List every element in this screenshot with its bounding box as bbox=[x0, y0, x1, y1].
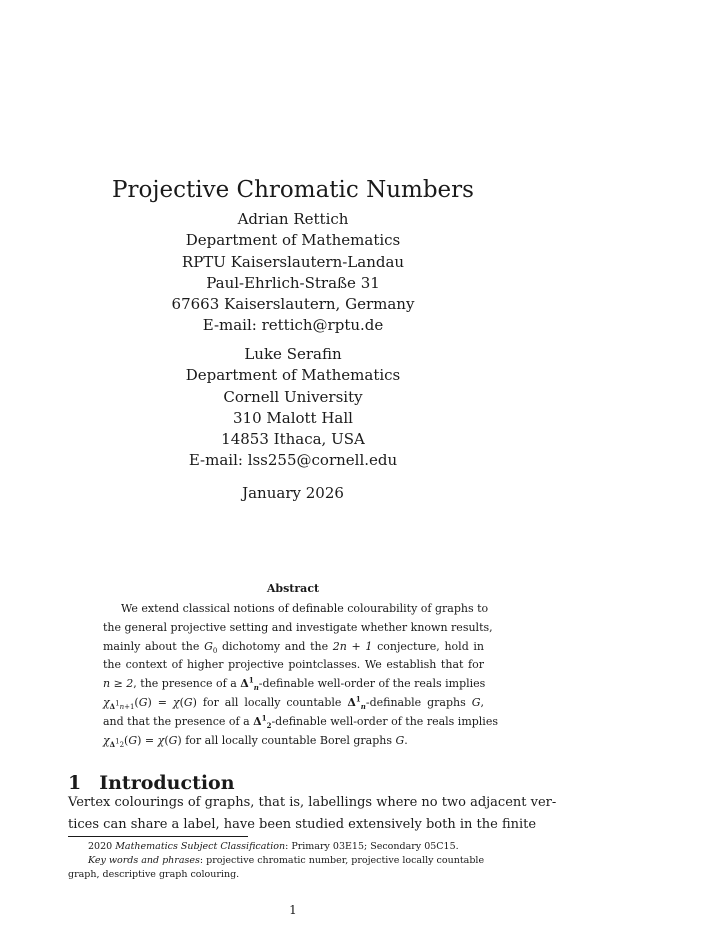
author-institution: Cornell University bbox=[223, 387, 363, 406]
abstract-line: the context of higher projective pointclasses. We establish that for bbox=[103, 658, 484, 672]
author-email: E-mail: lss255@cornell.edu bbox=[188, 451, 398, 470]
author-city: 67663 Kaiserslautern, Germany bbox=[171, 295, 415, 314]
footnotes bbox=[68, 840, 518, 882]
math-chi-equality-2: $\chi_{\Delta^12}(G) = \chi(G)$ bbox=[103, 733, 182, 749]
author-street: Paul-Ehrlich-Straße 31 bbox=[206, 273, 380, 292]
math-delta-1-n: $\Delta^1_n$ bbox=[347, 694, 366, 712]
math-chi-equality: $\chi_{\Delta^1n+1}(G) = \chi(G)$ bbox=[103, 695, 197, 712]
author-name: Adrian Rettich bbox=[237, 210, 349, 228]
author-city: 14853 Ithaca, USA bbox=[221, 430, 365, 449]
math-n-geq-2: n ≥ 2 bbox=[103, 677, 134, 691]
intro-paragraph bbox=[68, 792, 557, 836]
author-block-2 bbox=[68, 344, 518, 472]
paper-title: Projective Chromatic Numbers bbox=[112, 177, 474, 204]
math-2n1: 2n + 1 bbox=[332, 639, 373, 653]
paper-date: January 2026 bbox=[242, 484, 344, 502]
footnote-rule bbox=[68, 836, 248, 837]
abstract-line: n ≥ 2, the presence of a $\Delta^1_n$-definable well-order of the reals implies bbox=[103, 675, 486, 693]
body-line: tices can share a label, have been studied extensively both in the finite bbox=[68, 817, 537, 832]
footnote-keywords-cont: graph, descriptive graph colouring. bbox=[68, 869, 240, 880]
page-number: 1 bbox=[289, 903, 297, 917]
abstract-heading: Abstract bbox=[266, 582, 320, 595]
abstract-line: $\chi_{\Delta^12}(G) = \chi(G)$ for all locally countable Borel graphs G. bbox=[103, 733, 408, 749]
author-institution: RPTU Kaiserslautern-Landau bbox=[181, 252, 405, 271]
abstract-line: We extend classical notions of definable colourability of graphs to bbox=[121, 602, 489, 615]
math-delta-1-n: $\Delta^1_n$ bbox=[240, 675, 259, 693]
author-block-1 bbox=[68, 209, 518, 337]
author-name: Luke Serafin bbox=[244, 345, 342, 363]
author-department: Department of Mathematics bbox=[185, 366, 401, 385]
abstract-line: and that the presence of a $\Delta^1_2$-definable well-order of the reals implies bbox=[103, 713, 498, 730]
author-street: 310 Malott Hall bbox=[233, 408, 353, 427]
section-number: 1 bbox=[68, 771, 82, 794]
author-department: Department of Mathematics bbox=[185, 231, 401, 250]
body-line: Vertex colourings of graphs, that is, labellings where no two adjacent ver- bbox=[68, 795, 557, 810]
abstract-line: the general projective setting and investigate whether known results, bbox=[103, 620, 493, 634]
abstract-line: mainly about the $G_0$ dichotomy and the 2n + 1 conjecture, hold in bbox=[103, 639, 484, 655]
section-title: Introduction bbox=[99, 771, 235, 794]
footnote-keywords: Key words and phrases: projective chromatic number, projective locally countable bbox=[88, 855, 485, 866]
abstract-body bbox=[103, 600, 498, 750]
math-g0: $G_0$ bbox=[204, 639, 218, 655]
abstract-line: $\chi_{\Delta^1n+1}(G) = \chi(G)$ for all locally countable $\Delta^1_n$-definable graphs G, bbox=[103, 694, 484, 712]
author-email: E-mail: rettich@rptu.de bbox=[202, 316, 384, 335]
math-delta-1-2: $\Delta^1_2$ bbox=[253, 713, 272, 730]
footnote-msc: 2020 Mathematics Subject Classification: Primary 03E15; Secondary 05C15. bbox=[88, 841, 459, 852]
